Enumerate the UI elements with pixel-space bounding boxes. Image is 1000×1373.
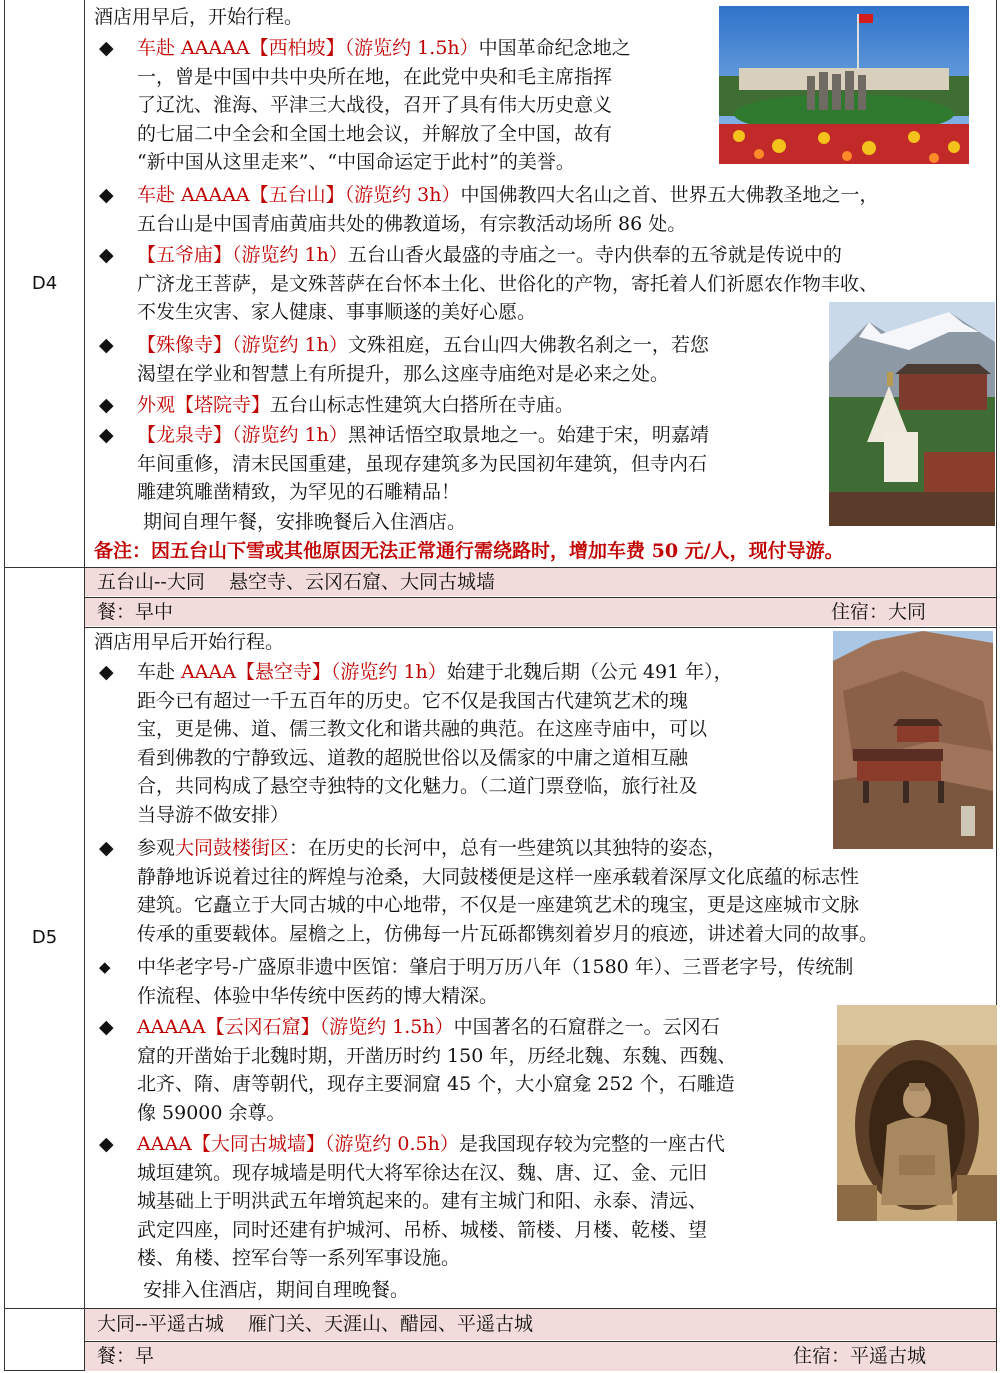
d4-closing: 期间自理午餐，安排晚餐后入住酒店。 [143,511,467,533]
d5-item-yungang-grottoes: AAAAA【云冈石窟】（游览约 1.5h）中国著名的石窟群之一。云冈石 窟的开凿始于北魏时期，开凿历时约 150 年，历经北魏、东魏、西魏、 北齐、隋、唐等朝代，现存主要洞窟 45 个，大小窟龛 252 个，石雕造 像 59000 余尊。 [137,1016,737,1124]
d4-item-tayuan-temple: 外观【塔院寺】五台山标志性建筑大白搭所在寺庙。 [137,394,575,416]
d5-item-drum-tower: 参观大同鼓楼街区：在历史的长河中，总有一些建筑以其独特的姿态， 静静地诉说着过往的辉煌与沧桑，大同鼓楼便是这样一座承载着深厚文化底蕴的标志性 建筑。它矗立于大同古城的中心地带，不仅是一座建筑艺术的瑰宝，更是这座城市文脉 传承的重要载体。屋檐之上，仿佛每一片瓦砾都镌刻着岁月的痕迹，讲述着大同的故事。 [137,837,879,945]
bullet-icon: ◆ [99,661,114,683]
day-content-d4 [85,0,996,567]
d4-item-shuxiang-temple: 【殊像寺】（游览约 1h）文殊祖庭，五台山四大佛教名刹之一，若您 渴望在学业和智慧上有所提升，那么这座寺庙绝对是必来之处。 [137,334,709,385]
day-cell-d5 [5,567,85,1308]
d6-meals: 餐：早 [97,1345,155,1367]
d4-item-wutaishan: 车赴 AAAAA【五台山】（游览约 3h）中国佛教四大名山之首、世界五大佛教圣地之一， 五台山是中国青庙黄庙共处的佛教道场，有宗教活动场所 86 处。 [137,184,879,235]
d5-lodging: 住宿：大同 [830,601,926,623]
day-label-d4: D4 [31,273,58,294]
d5-meals: 餐：早中 [97,601,174,623]
d6-lodging: 住宿：平遥古城 [792,1345,926,1367]
day-cell-d6 [5,1308,85,1371]
bullet-icon: ◆ [99,394,114,416]
bullet-icon: ◆ [99,424,114,446]
d6-route: 大同--平遥古城 雁门关、天涯山、醋园、平遥古城 [97,1313,533,1335]
day-content-d5 [85,627,996,1308]
xibaipo-photo [719,6,969,164]
d5-item-hanging-temple: 车赴 AAAA【悬空寺】（游览约 1h）始建于北魏后期（公元 491 年）， 距今已有超过一千五百年的历史。它不仅是我国古代建筑艺术的瑰 宝，更是佛、道、儒三教文化和谐共融的典范。在这座寺庙中，可以 看到佛教的宁静致远、道教的超脱世俗以及儒家的中庸之道相互融 合，共同构成了悬空寺独特的文化魅力。（二道门票登临，旅行社及 当导游不做安排） [137,661,733,826]
d4-note: 备注：因五台山下雪或其他原因无法正常通行需绕路时，增加车费 50 元/人，现付导游。 [94,540,844,562]
d4-item-0-red: 车赴 AAAAA【西柏坡】（游览约 1.5h） [137,37,479,59]
bullet-icon: ◆ [99,837,114,859]
d5-intro: 酒店用早后开始行程。 [94,631,285,653]
d5-route: 五台山--大同 悬空寺、云冈石窟、大同古城墙 [97,571,495,593]
d4-item-wuye-temple: 【五爷庙】（游览约 1h）五台山香火最盛的寺庙之一。寺内供奉的五爷就是传说中的 广济龙王菩萨，是文殊菩萨在台怀本土化、世俗化的产物，寄托着人们祈愿农作物丰收、 不发生灾害、家人健康、事事顺遂的美好心愿。 [137,244,879,323]
d5-route-row [85,568,996,596]
d6-route-row [85,1309,996,1340]
d4-intro: 酒店用早后，开始行程。 [94,6,304,28]
d6-meals-row [85,1342,996,1371]
d5-meals-row [85,598,996,626]
d4-item-longquan-temple: 【龙泉寺】（游览约 1h）黑神话悟空取景地之一。始建于宋，明嘉靖 年间重修，清末民国重建，虽现存建筑多为民国初年建筑，但寺内石 雕建筑雕凿精致，为罕见的石雕精品！ [137,424,709,503]
d5-item-tcm-hall: 中华老字号-广盛原非遗中医馆：肇启于明万历八年（1580 年）、三晋老字号，传统制 作流程、体验中华传统中医药的博大精深。 [137,956,854,1007]
bullet-icon: ◆ [99,334,114,356]
bullet-icon: ◆ [99,1016,114,1038]
bullet-icon: ◆ [99,1133,114,1155]
bullet-icon: ◆ [99,184,114,206]
bullet-icon: ◆ [99,244,114,266]
bullet-icon: ◆ [99,37,114,59]
day-label-d5: D5 [31,927,58,948]
d5-closing: 安排入住酒店，期间自理晚餐。 [143,1279,410,1301]
yungang-buddha-photo [837,1005,997,1221]
bullet-icon: ◆ [99,958,111,976]
itinerary-table [4,0,997,1371]
wutaishan-pagoda-photo [829,302,995,526]
d5-item-city-wall: AAAA【大同古城墙】（游览约 0.5h）是我国现存较为完整的一座古代 城垣建筑。现存城墙是明代大将军徐达在汉、魏、唐、辽、金、元旧 城基础上于明洪武五年增筑起来的。建有主城门和阳、永泰、清远、 武定四座，同时还建有护城河、吊桥、城楼、箭楼、月楼、乾楼、望 楼、角楼、控军台等一系列军事设施。 [137,1133,725,1269]
d4-item-xibaipo: 车赴 AAAAA【西柏坡】（游览约 1.5h）中国革命纪念地之 一，曾是中国中共中央所在地，在此党中央和毛主席指挥 了辽沈、淮海、平津三大战役，召开了具有伟大历史意义 的七届二中全会和全国土地会议，并解放了全中国，故有 “新中国从这里走来”、“中国命运定于此村”的美誉。 [137,37,631,173]
hanging-temple-photo [833,631,993,849]
day-cell-d4 [5,0,85,567]
